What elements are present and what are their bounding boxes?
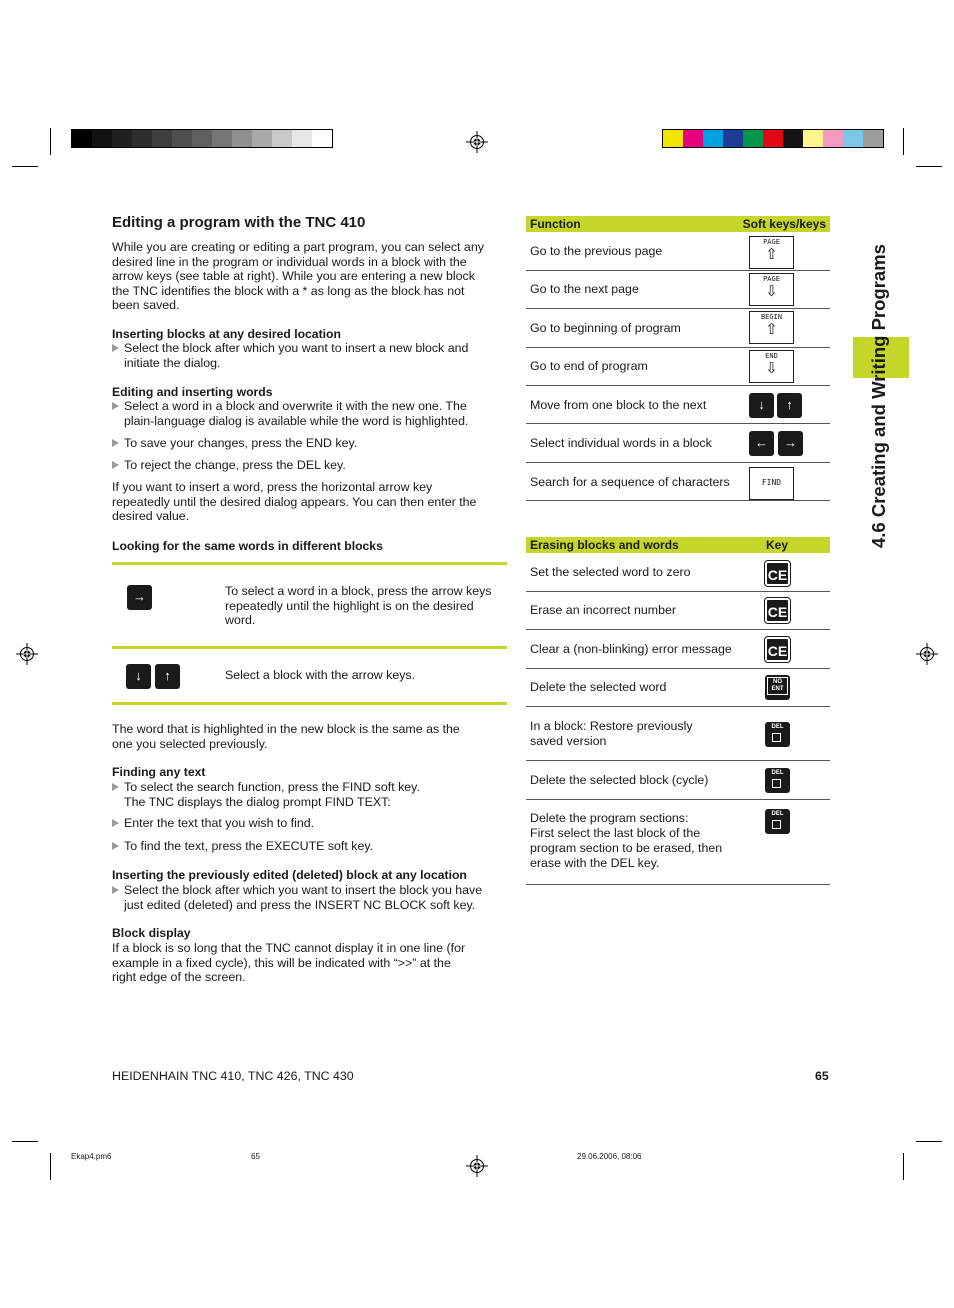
registration-mark-icon	[916, 643, 938, 665]
del-key-icon: DEL	[765, 809, 790, 834]
color-swatch	[843, 130, 863, 147]
table-cell: Delete the selected block (cycle)	[530, 773, 709, 787]
table-row-divider	[526, 347, 830, 348]
color-swatch	[803, 130, 823, 147]
table-cell: In a block: Restore previously saved version	[530, 719, 693, 748]
step-item: To select the search function, press the FIND soft key. The TNC displays the dialog prompt FIND TEXT:	[112, 780, 420, 809]
table-cell: Move from one block to the next	[530, 398, 707, 412]
color-swatch	[743, 130, 763, 147]
crop-mark	[903, 1153, 904, 1180]
step-item: Select a word in a block and overwrite it with the new one. The plain-language dialog is available while the word is highlighted.	[112, 399, 468, 428]
page-number: 65	[815, 1069, 829, 1083]
table-row-divider	[526, 308, 830, 309]
color-swatch	[192, 130, 212, 147]
end-softkey-icon: END ⇩	[749, 350, 794, 383]
process-color-bar	[662, 129, 884, 148]
table-cell: Go to beginning of program	[530, 321, 681, 335]
section-tab-title: 4.6 Creating and Writing Programs	[868, 244, 889, 548]
crop-mark	[12, 1141, 38, 1142]
section-heading: Block display	[112, 926, 191, 940]
page-title: Editing a program with the TNC 410	[112, 214, 366, 231]
no-ent-key-icon: NO ENT	[765, 675, 790, 700]
step-arrow-icon	[112, 783, 119, 791]
key-description: To select a word in a block, press the arrow keys repeatedly until the highlight is on the desired word.	[225, 584, 492, 627]
divider	[112, 702, 507, 705]
color-swatch	[272, 130, 292, 147]
color-swatch	[683, 130, 703, 147]
slug-filename: Ekap4.pm6	[71, 1152, 112, 1161]
color-swatch	[763, 130, 783, 147]
table-row-divider	[526, 884, 830, 885]
table-cell: Go to end of program	[530, 359, 648, 373]
color-swatch	[132, 130, 152, 147]
begin-softkey-icon: BEGIN ⇧	[749, 311, 794, 344]
table-cell: Go to the next page	[530, 282, 639, 296]
table-cell: Go to the previous page	[530, 244, 663, 258]
section-heading: Finding any text	[112, 765, 206, 779]
crop-mark	[50, 1153, 51, 1180]
table-header: Function Soft keys/keys	[526, 216, 830, 232]
ce-key-icon: CE	[765, 561, 790, 586]
del-key-icon: DEL	[765, 768, 790, 793]
step-arrow-icon	[112, 886, 119, 894]
slug-date: 29.06.2006, 08:06	[577, 1152, 642, 1161]
color-swatch	[312, 130, 332, 147]
color-swatch	[863, 130, 883, 147]
table-row-divider	[526, 799, 830, 800]
crop-mark	[50, 128, 51, 155]
color-swatch	[252, 130, 272, 147]
divider	[112, 562, 507, 565]
crop-mark	[916, 1141, 942, 1142]
crop-mark	[903, 128, 904, 155]
step-item: To save your changes, press the END key.	[112, 436, 357, 451]
table-cell: Delete the selected word	[530, 680, 667, 694]
color-swatch	[823, 130, 843, 147]
table-row-divider	[526, 462, 830, 463]
color-swatch	[212, 130, 232, 147]
table-cell: Set the selected word to zero	[530, 565, 691, 579]
up-arrow-key-icon: ↑	[777, 393, 802, 418]
slug-page: 65	[251, 1152, 260, 1161]
registration-mark-icon	[16, 643, 38, 665]
crop-mark	[916, 166, 942, 167]
step-arrow-icon	[112, 819, 119, 827]
step-arrow-icon	[112, 402, 119, 410]
section-heading: Inserting blocks at any desired location	[112, 327, 341, 341]
step-arrow-icon	[112, 439, 119, 447]
table-cell: Erase an incorrect number	[530, 603, 677, 617]
right-arrow-key-icon: →	[127, 585, 152, 610]
table-header: Erasing blocks and words Key	[526, 537, 830, 553]
table-cell: Select individual words in a block	[530, 436, 712, 450]
color-swatch	[703, 130, 723, 147]
right-arrow-key-icon: →	[778, 431, 803, 456]
down-arrow-key-icon: ↓	[749, 393, 774, 418]
color-swatch	[232, 130, 252, 147]
table-row-divider	[526, 385, 830, 386]
registration-mark-icon	[466, 131, 488, 153]
step-item: Enter the text that you wish to find.	[112, 816, 314, 831]
del-key-icon: DEL	[765, 722, 790, 747]
table-cell: Search for a sequence of characters	[530, 475, 730, 489]
section-heading: Inserting the previously edited (deleted) block at any location	[112, 868, 467, 882]
table-row-divider	[526, 629, 830, 630]
table-row-divider	[526, 423, 830, 424]
table-cell: Clear a (non-blinking) error message	[530, 642, 732, 656]
gray-color-bar	[71, 129, 333, 148]
crop-mark	[12, 166, 38, 167]
registration-mark-icon	[466, 1155, 488, 1177]
table-row-divider	[526, 270, 830, 271]
footer-product: HEIDENHAIN TNC 410, TNC 426, TNC 430	[112, 1069, 354, 1083]
step-item: To find the text, press the EXECUTE soft key.	[112, 839, 373, 854]
color-swatch	[783, 130, 803, 147]
divider	[112, 646, 507, 649]
key-description: Select a block with the arrow keys.	[225, 668, 416, 682]
intro-paragraph: While you are creating or editing a part program, you can select any desired line in the program or individual words in a block with the arrow keys (see table at right). While you are entering a new block the TNC identifies the block with a * as long as the block has not been saved.	[112, 240, 484, 312]
step-item: Select the block after which you want to insert a new block and initiate the dialog.	[112, 341, 468, 370]
table-row-divider	[526, 760, 830, 761]
table-row-divider	[526, 706, 830, 707]
section-heading: Editing and inserting words	[112, 385, 273, 399]
color-swatch	[112, 130, 132, 147]
paragraph: The word that is highlighted in the new block is the same as the one you selected previously.	[112, 722, 460, 751]
paragraph: If you want to insert a word, press the horizontal arrow key repeatedly until the desired dialog appears. You can then enter the desired value.	[112, 480, 477, 523]
table-cell: Delete the program sections: First select the last block of the program section to be erased, then erase with the DEL key.	[530, 811, 723, 870]
step-item: Select the block after which you want to insert the block you have just edited (deleted) and press the INSERT NC BLOCK soft key.	[112, 883, 482, 912]
left-arrow-key-icon: ←	[749, 431, 774, 456]
color-swatch	[723, 130, 743, 147]
page-up-softkey-icon: PAGE ⇧	[749, 236, 794, 269]
table-row-divider	[526, 591, 830, 592]
paragraph: If a block is so long that the TNC cannot display it in one line (for example in a fixed cycle), this will be indicated with “>>” at the right edge of the screen.	[112, 941, 466, 984]
color-swatch	[72, 130, 92, 147]
ce-key-icon: CE	[765, 598, 790, 623]
find-softkey-icon: FIND	[749, 467, 794, 500]
ce-key-icon: CE	[765, 637, 790, 662]
color-swatch	[172, 130, 192, 147]
page-down-softkey-icon: PAGE ⇩	[749, 273, 794, 306]
color-swatch	[292, 130, 312, 147]
color-swatch	[663, 130, 683, 147]
up-arrow-key-icon: ↑	[155, 664, 180, 689]
step-item: To reject the change, press the DEL key.	[112, 458, 346, 473]
table-row-divider	[526, 668, 830, 669]
step-arrow-icon	[112, 344, 119, 352]
step-arrow-icon	[112, 461, 119, 469]
color-swatch	[92, 130, 112, 147]
table-row-divider	[526, 500, 830, 501]
down-arrow-key-icon: ↓	[126, 664, 151, 689]
color-swatch	[152, 130, 172, 147]
step-arrow-icon	[112, 842, 119, 850]
section-heading: Looking for the same words in different blocks	[112, 539, 383, 553]
